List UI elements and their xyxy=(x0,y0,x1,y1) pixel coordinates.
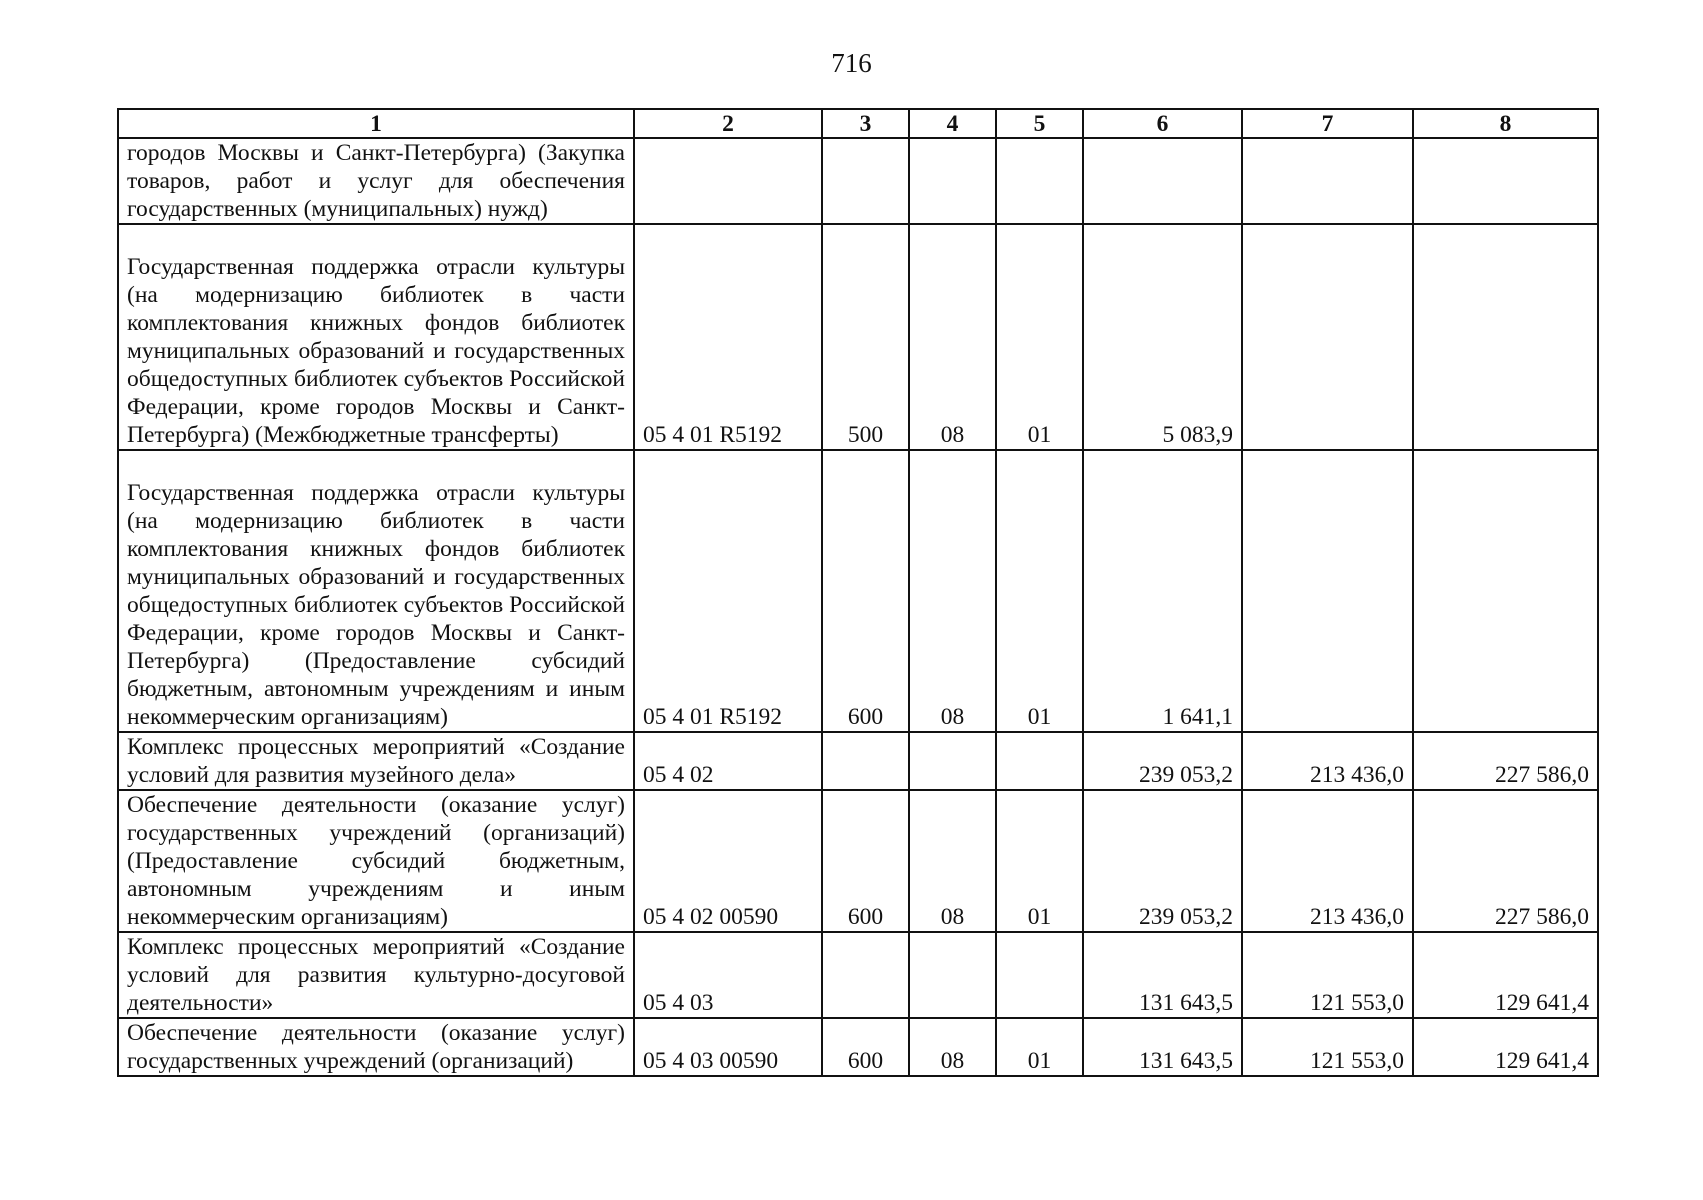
row-col-8: 227 586,0 xyxy=(1413,790,1598,932)
row-col-7: 121 553,0 xyxy=(1242,1018,1413,1076)
row-col-6: 5 083,9 xyxy=(1083,224,1242,450)
row-col-8 xyxy=(1413,450,1598,732)
header-col-8: 8 xyxy=(1413,109,1598,138)
table-row xyxy=(118,224,1598,450)
table-row xyxy=(118,450,1598,732)
row-col-8 xyxy=(1413,138,1598,224)
row-description: Обеспечение деятельности (оказание услуг) государственных учреждений (организаций) (Предоставление субсидий бюджетным, автономным учреждениям и иным некоммерческим организациям) xyxy=(118,790,634,932)
page-number: 716 xyxy=(831,48,872,78)
row-code: 05 4 01 R5192 xyxy=(634,224,822,450)
header-col-4: 4 xyxy=(909,109,996,138)
row-description: городов Москвы и Санкт-Петербурга) (Закупка товаров, работ и услуг для обеспечения государственных (муниципальных) нужд) xyxy=(118,138,634,224)
row-col-3: 600 xyxy=(822,450,909,732)
row-col-4 xyxy=(909,732,996,790)
table-row xyxy=(118,790,1598,932)
row-col-8: 129 641,4 xyxy=(1413,932,1598,1018)
row-col-7: 121 553,0 xyxy=(1242,932,1413,1018)
row-col-6 xyxy=(1083,138,1242,224)
row-col-7 xyxy=(1242,138,1413,224)
header-col-1: 1 xyxy=(118,109,634,138)
row-col-3: 600 xyxy=(822,1018,909,1076)
row-col-3: 500 xyxy=(822,224,909,450)
row-col-8: 227 586,0 xyxy=(1413,732,1598,790)
row-col-3 xyxy=(822,932,909,1018)
row-code: 05 4 01 R5192 xyxy=(634,450,822,732)
row-col-6: 239 053,2 xyxy=(1083,790,1242,932)
row-col-4: 08 xyxy=(909,224,996,450)
row-col-4: 08 xyxy=(909,1018,996,1076)
row-description: Комплекс процессных мероприятий «Создание условий для развития музейного дела» xyxy=(118,732,634,790)
row-col-7: 213 436,0 xyxy=(1242,732,1413,790)
table-row xyxy=(118,1018,1598,1076)
row-description: Государственная поддержка отрасли культуры (на модернизацию библиотек в части комплектования книжных фондов библиотек муниципальных образований и государственных общедоступных библиотек субъектов Российской Федерации, кроме городов Москвы и Санкт-Петербурга) (Межбюджетные трансферты) xyxy=(118,224,634,450)
row-col-5: 01 xyxy=(996,450,1083,732)
row-col-7 xyxy=(1242,224,1413,450)
row-col-3: 600 xyxy=(822,790,909,932)
row-code: 05 4 02 xyxy=(634,732,822,790)
row-col-3 xyxy=(822,732,909,790)
row-col-6: 239 053,2 xyxy=(1083,732,1242,790)
row-col-4: 08 xyxy=(909,450,996,732)
row-col-5: 01 xyxy=(996,224,1083,450)
header-col-6: 6 xyxy=(1083,109,1242,138)
row-col-5 xyxy=(996,732,1083,790)
table-row xyxy=(118,732,1598,790)
row-description: Обеспечение деятельности (оказание услуг) государственных учреждений (организаций) xyxy=(118,1018,634,1076)
row-code: 05 4 03 00590 xyxy=(634,1018,822,1076)
table-row xyxy=(118,932,1598,1018)
header-col-7: 7 xyxy=(1242,109,1413,138)
row-col-5 xyxy=(996,932,1083,1018)
header-col-2: 2 xyxy=(634,109,822,138)
row-col-5: 01 xyxy=(996,790,1083,932)
table-row xyxy=(118,138,1598,224)
row-col-6: 1 641,1 xyxy=(1083,450,1242,732)
row-col-4 xyxy=(909,932,996,1018)
row-col-7: 213 436,0 xyxy=(1242,790,1413,932)
row-col-4 xyxy=(909,138,996,224)
row-code: 05 4 03 xyxy=(634,932,822,1018)
header-col-3: 3 xyxy=(822,109,909,138)
row-col-5 xyxy=(996,138,1083,224)
row-col-8: 129 641,4 xyxy=(1413,1018,1598,1076)
row-description: Комплекс процессных мероприятий «Создание условий для развития культурно-досуговой деятельности» xyxy=(118,932,634,1018)
row-col-4: 08 xyxy=(909,790,996,932)
row-code: 05 4 02 00590 xyxy=(634,790,822,932)
row-code xyxy=(634,138,822,224)
header-col-5: 5 xyxy=(996,109,1083,138)
row-col-6: 131 643,5 xyxy=(1083,932,1242,1018)
header-row xyxy=(118,109,1598,138)
budget-table xyxy=(117,108,1599,1077)
row-col-7 xyxy=(1242,450,1413,732)
row-col-8 xyxy=(1413,224,1598,450)
row-col-3 xyxy=(822,138,909,224)
row-col-5: 01 xyxy=(996,1018,1083,1076)
row-col-6: 131 643,5 xyxy=(1083,1018,1242,1076)
row-description: Государственная поддержка отрасли культуры (на модернизацию библиотек в части комплектования книжных фондов библиотек муниципальных образований и государственных общедоступных библиотек субъектов Российской Федерации, кроме городов Москвы и Санкт-Петербурга) (Предоставление субсидий бюджетным, автономным учреждениям и иным некоммерческим организациям) xyxy=(118,450,634,732)
